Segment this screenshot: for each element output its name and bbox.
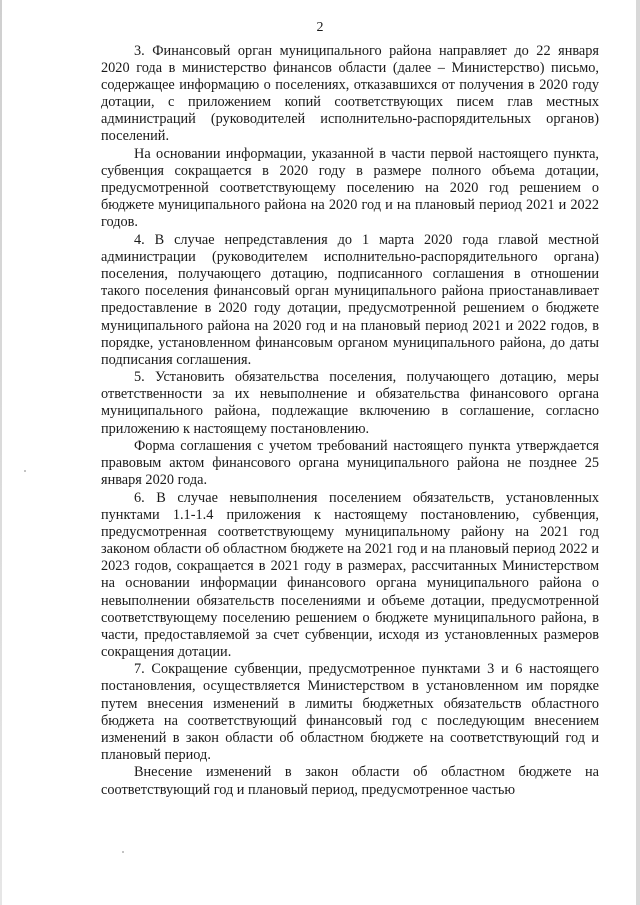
scan-speck — [122, 851, 124, 853]
paragraph-item-6: 6. В случае невыполнения поселением обязательств, установленных пунктами 1.1-1.4 приложения к настоящему постановлению, субвенция, предусмотренная соответствующему муниципальному району на 2021 год законом области об областном бюджете на 2021 год и на плановый период 2022 и 2023 годов, сокращается в 2021 году в размерах, рассчитанных Министерством на основании информации финансового органа муниципального района о невыполнении обязательств поселениями и объеме дотации, предусмотренной соответствующему поселению решением о бюджете муниципального района, в части, предоставляемой за счет субвенции, исходя из установленных размеров сокращения дотации. — [101, 489, 599, 660]
page-number: 2 — [316, 20, 324, 35]
scan-speck — [24, 470, 26, 472]
document-body — [101, 43, 599, 799]
paragraph-item-5: 5. Установить обязательства поселения, получающего дотацию, меры ответственности за их невыполнение и обязательства финансового органа муниципального района, подлежащие включению в соглашение, согласно приложению к настоящему постановлению. — [101, 369, 599, 437]
scan-left-edge — [0, 0, 2, 905]
paragraph-item-7: 7. Сокращение субвенции, предусмотренное пунктами 3 и 6 настоящего постановления, осуществляется Министерством в установленном им порядке путем внесения изменений в лимиты бюджетных обязательств областного бюджета на соответствующий финансовый год с последующим внесением изменений в закон области об областном бюджете на соответствующий год и плановый период. — [101, 661, 599, 763]
paragraph-item-3: 3. Финансовый орган муниципального района направляет до 22 января 2020 года в министерство финансов области (далее – Министерство) письмо, содержащее информацию о поселениях, отказавшихся от получения в 2020 году дотации, с приложением копий соответствующих писем глав местных администраций (руководителей исполнительно-распорядительных органов) поселений. — [101, 43, 599, 145]
scan-right-edge — [636, 0, 640, 905]
paragraph-item-7-part-2: Внесение изменений в закон области об областном бюджете на соответствующий год и плановый период, предусмотренное частью — [101, 764, 599, 798]
paragraph-item-5-part-2: Форма соглашения с учетом требований настоящего пункта утверждается правовым актом финансового органа муниципального района не позднее 25 января 2020 года. — [101, 438, 599, 489]
paragraph-item-4: 4. В случае непредставления до 1 марта 2020 года главой местной администрации (руководителем исполнительно-распорядительного органа) поселения, получающего дотацию, подписанного соглашения в отношении такого поселения финансовый орган муниципального района приостанавливает предоставление в 2020 году дотации, предусмотренной решением о бюджете муниципального района на 2020 год и на плановый период 2021 и 2022 годов, в порядке, установленном финансовым органом муниципального района, до даты подписания соглашения. — [101, 232, 599, 368]
paragraph-item-3-part-2: На основании информации, указанной в части первой настоящего пункта, субвенция сокращается в 2020 году в размере полного объема дотации, предусмотренной соответствующему поселению на 2020 год решением о бюджете муниципального района на 2020 год и на плановый период 2021 и 2022 годов. — [101, 146, 599, 231]
